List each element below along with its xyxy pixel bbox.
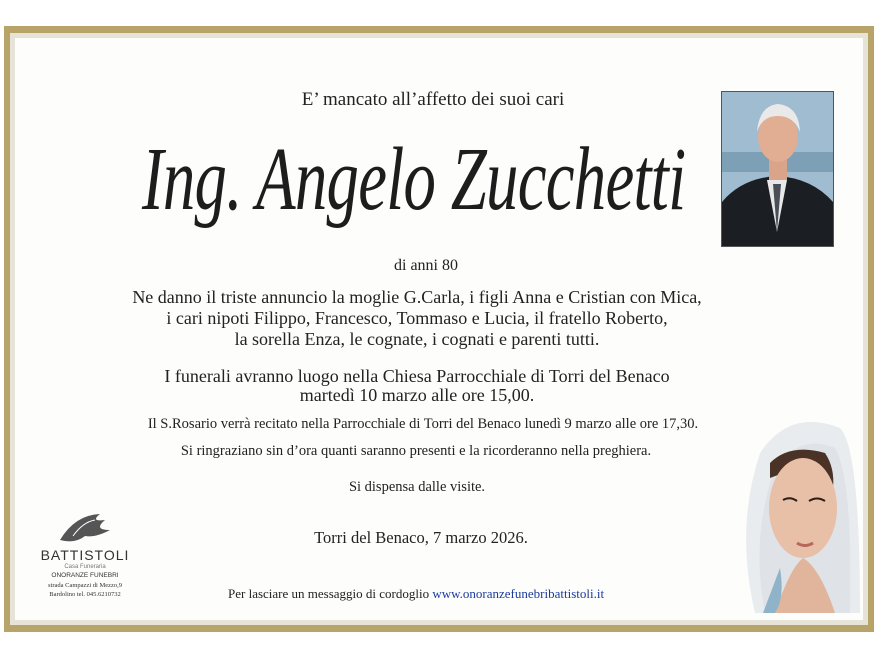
deceased-photo bbox=[721, 91, 834, 247]
place-date: Torri del Benaco, 7 marzo 2026. bbox=[314, 528, 528, 547]
family-line-3: la sorella Enza, le cognate, i cognati e parenti tutti. bbox=[234, 329, 600, 349]
madonna-image bbox=[735, 408, 860, 613]
logo-phone: Bardolino tel. 045.6210732 bbox=[49, 591, 121, 598]
logo-name: BATTISTOLI bbox=[40, 547, 130, 563]
deceased-name: Ing. Angelo Zucchetti bbox=[142, 130, 686, 229]
portrait-image bbox=[722, 92, 833, 246]
family-line-1: Ne danno il triste annuncio la moglie G.Carla, i figli Anna e Cristian con Mica, bbox=[132, 287, 702, 307]
website-link[interactable]: www.onoranzefunebribattistoli.it bbox=[432, 586, 605, 601]
thanks-text: Si ringraziano sin d’ora quanti saranno presenti e la ricorderanno nella preghiera. bbox=[180, 443, 652, 459]
winged-logo-icon bbox=[55, 510, 115, 546]
family-line-2: i cari nipoti Filippo, Francesco, Tommaso e Lucia, il fratello Roberto, bbox=[166, 308, 668, 328]
footer-text: Per lasciare un messaggio di cordoglio bbox=[228, 586, 430, 601]
funeral-home-logo bbox=[30, 510, 140, 610]
funeral-line-2: martedì 10 marzo alle ore 15,00. bbox=[299, 385, 535, 405]
intro-line: E’ mancato all’affetto dei suoi cari bbox=[301, 89, 565, 110]
logo-sub: Casa Funeraria bbox=[64, 564, 106, 570]
funeral-line-1: I funerali avranno luogo nella Chiesa Parrocchiale di Torri del Benaco bbox=[164, 366, 670, 386]
rosary-text: Il S.Rosario verrà recitato nella Parrocchiale di Torri del Benaco lunedì 9 marzo alle ore 17,30. bbox=[147, 416, 699, 432]
logo-line: ONORANZE FUNEBRI bbox=[51, 572, 119, 579]
madonna-portrait bbox=[735, 408, 860, 613]
age-text: di anni 80 bbox=[394, 257, 458, 274]
logo-address: strada Campazzi di Mezzo,9 bbox=[48, 582, 122, 589]
footer-message bbox=[228, 586, 604, 602]
no-visits-text: Si dispensa dalle visite. bbox=[348, 479, 486, 495]
